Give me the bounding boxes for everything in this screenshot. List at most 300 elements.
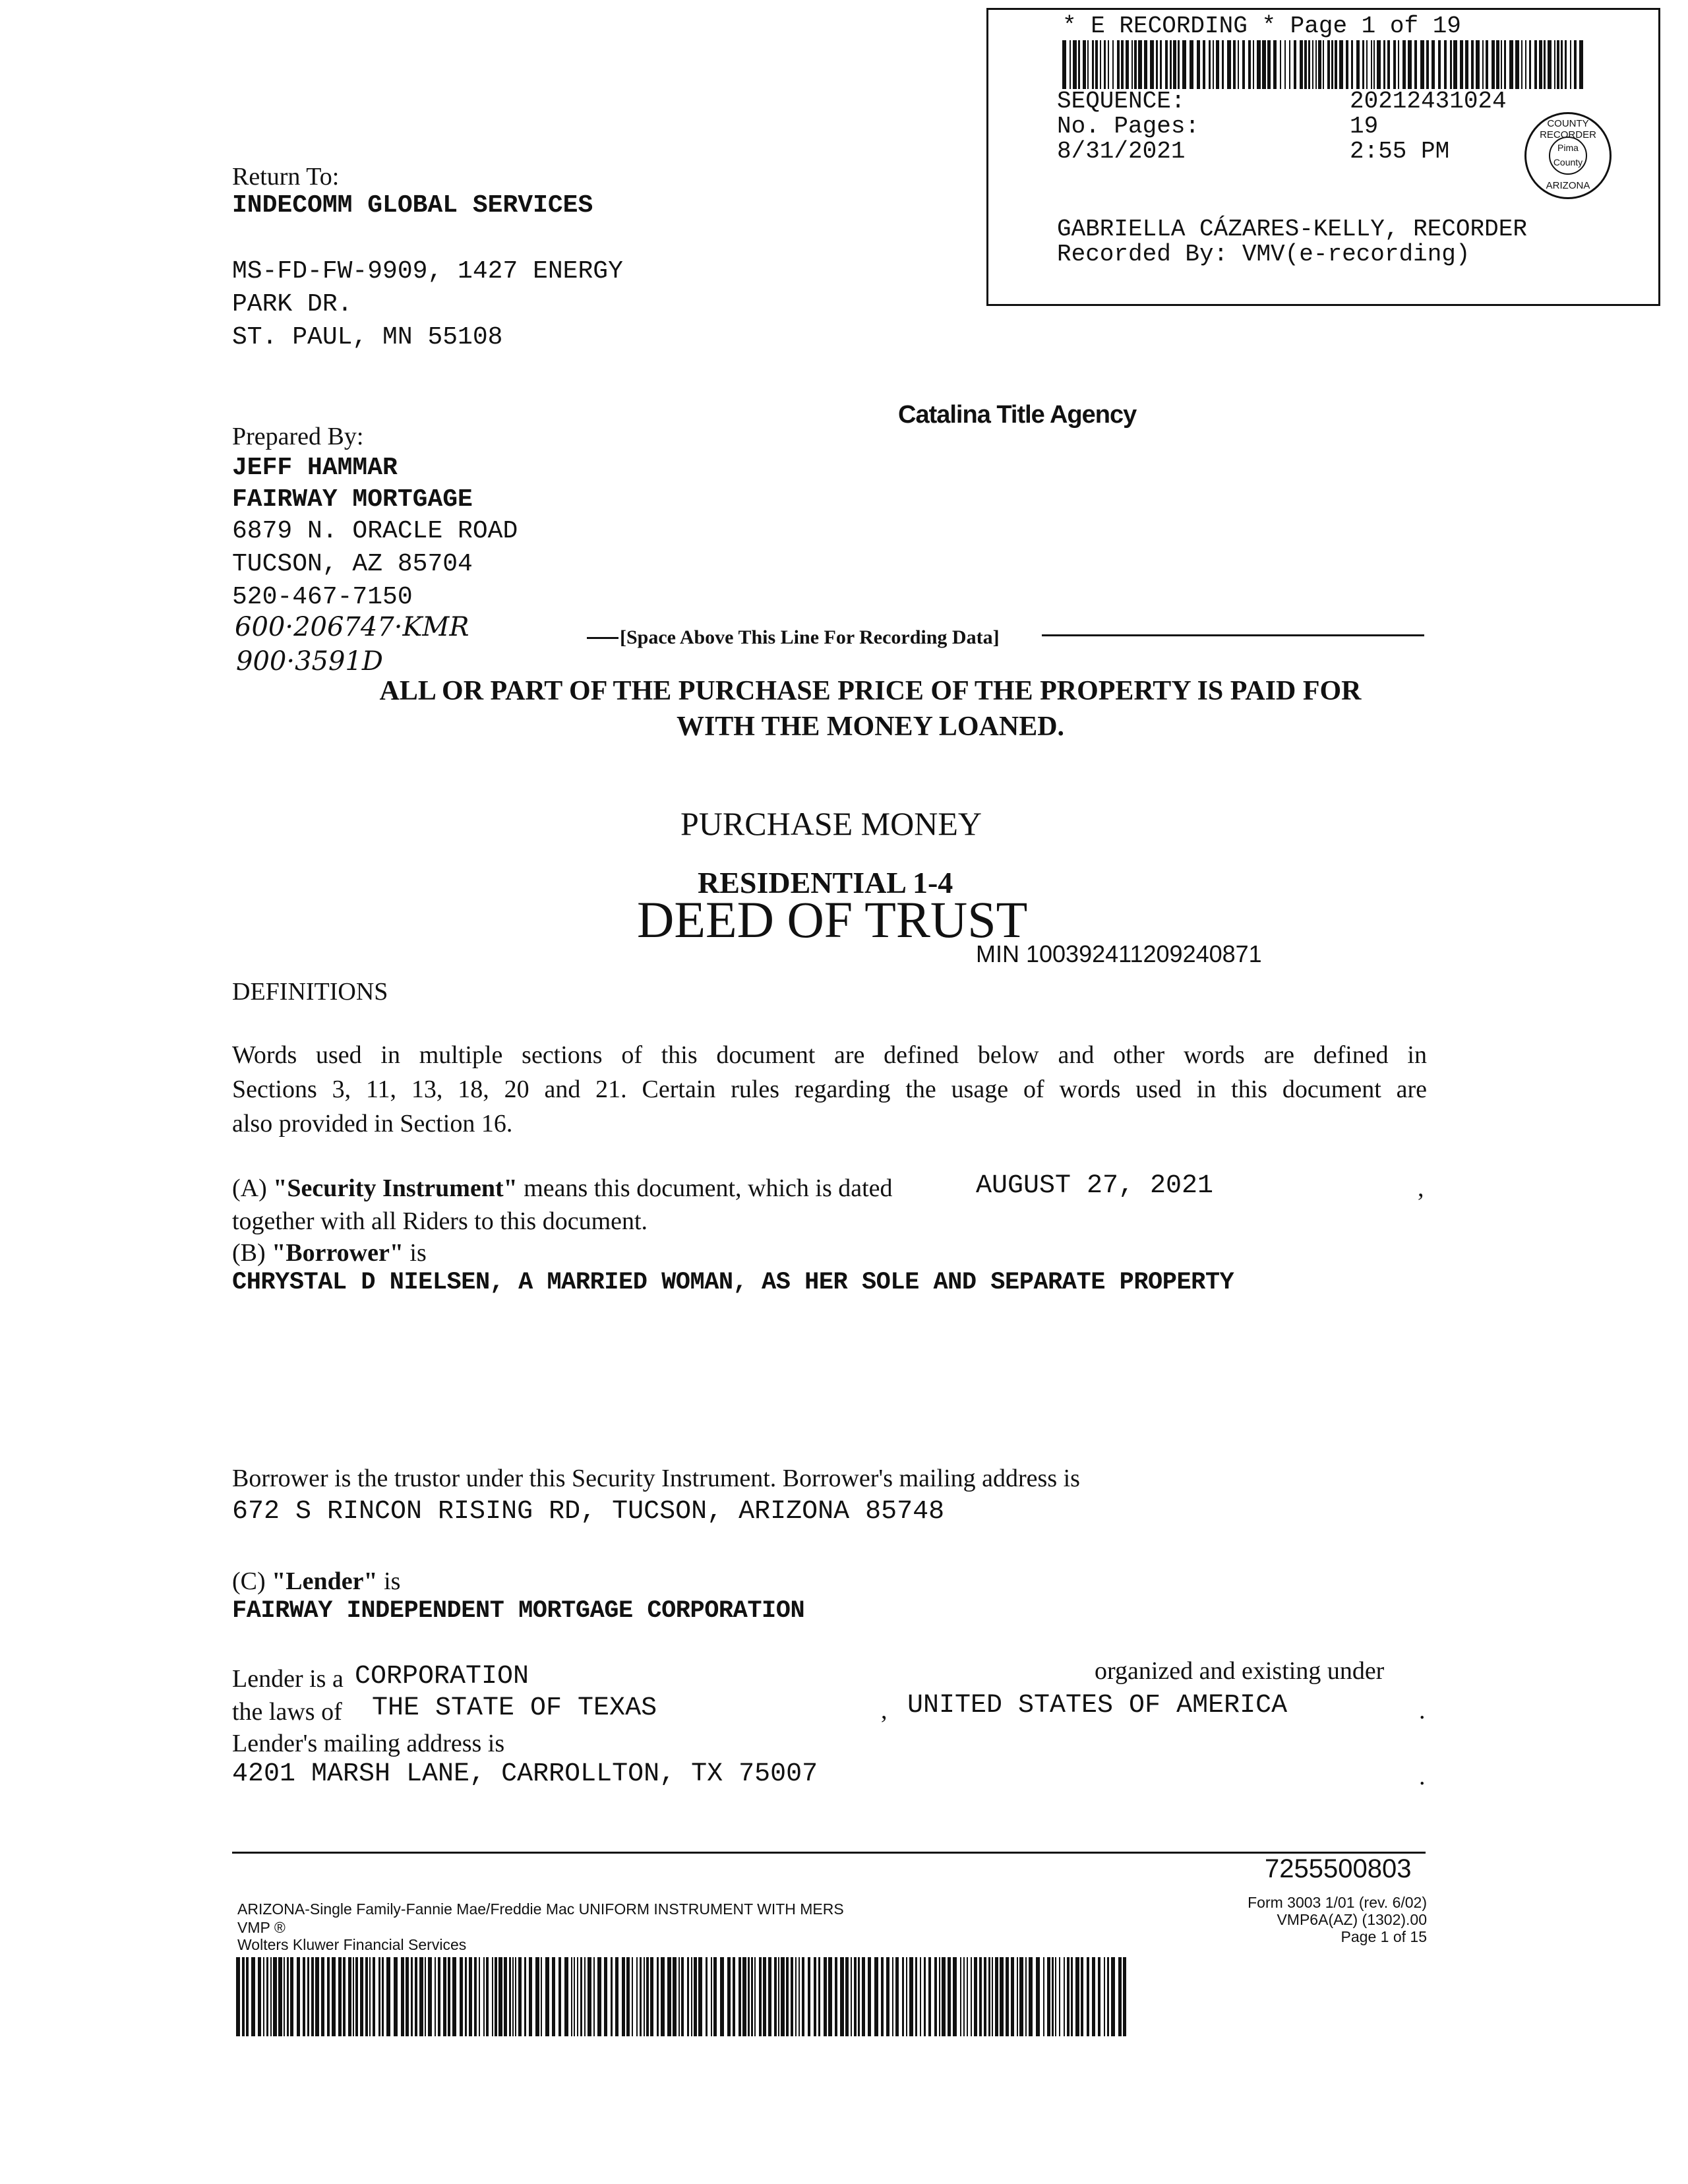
barcode-bar (1170, 40, 1172, 89)
barcode-bar (751, 1957, 753, 2036)
barcode-bar (1331, 40, 1333, 89)
barcode-bar (1387, 40, 1390, 89)
barcode-bar (332, 1957, 336, 2036)
barcode-bar (1315, 40, 1317, 89)
section-c-heading: (C) "Lender" is (232, 1567, 401, 1595)
barcode-bar (650, 1957, 653, 2036)
barcode-bar (1095, 40, 1098, 89)
form-number: Form 3003 1/01 (rev. 6/02) (1248, 1894, 1427, 1911)
borrower-trustor-line: Borrower is the trustor under this Security Instrument. Borrower's mailing address is (232, 1465, 1080, 1492)
section-b-heading: (B) "Borrower" is (232, 1239, 427, 1267)
barcode-bar (824, 1957, 827, 2036)
barcode-bar (967, 1957, 968, 2036)
barcode-bar (934, 1957, 937, 2036)
return-to-line-4: ST. PAUL, MN 55108 (232, 323, 503, 351)
barcode-bar (284, 1957, 285, 2036)
intro-line-3: also provided in Section 16. (232, 1110, 513, 1138)
barcode-bar (1529, 40, 1531, 89)
barcode-bar (774, 1957, 777, 2036)
purchase-money-title: PURCHASE MONEY (680, 805, 982, 842)
min-number: MIN 100392411209240871 (976, 940, 1262, 967)
barcode-bar (840, 1957, 844, 2036)
barcode-bar (868, 1957, 871, 2036)
barcode-bar (1318, 40, 1321, 89)
barcode-bar (1453, 40, 1457, 89)
barcode-bar (571, 1957, 572, 2036)
barcode-bar (1504, 40, 1506, 89)
barcode-bar (786, 1957, 789, 2036)
barcode-bar (1104, 1957, 1105, 2036)
barcode-bar (1098, 1957, 1100, 2036)
barcode-bar (1131, 40, 1133, 89)
barcode-bar (266, 1957, 268, 2036)
barcode-bar (667, 1957, 671, 2036)
barcode-bar (1432, 40, 1435, 89)
barcode-bar (394, 1957, 398, 2036)
title-agency: Catalina Title Agency (898, 401, 1137, 429)
barcode-bar (1111, 1957, 1115, 2036)
barcode-bar (1144, 40, 1147, 89)
pages-label: No. Pages: (1057, 113, 1200, 140)
barcode-bar (1043, 1957, 1044, 2036)
barcode-bar (1438, 40, 1441, 89)
barcode-bar (845, 1957, 849, 2036)
lender-mailing-label: Lender's mailing address is (232, 1730, 505, 1757)
barcode-bar (504, 1957, 507, 2036)
barcode-bar (1064, 1957, 1065, 2036)
barcode-bar (1335, 40, 1337, 89)
prepared-by-line-4: TUCSON, AZ 85704 (232, 550, 473, 578)
barcode-bar (611, 1957, 613, 2036)
barcode-bar (818, 1957, 820, 2036)
prepared-by-line-5: 520-467-7150 (232, 583, 413, 611)
barcode-bar (742, 1957, 746, 2036)
barcode-bar (1450, 40, 1452, 89)
barcode-bar (535, 1957, 539, 2036)
county-recorder-seal (1524, 112, 1612, 199)
barcode-bar (452, 1957, 456, 2036)
barcode-bar (920, 1957, 921, 2036)
barcode-bar (512, 1957, 514, 2036)
barcode-bar (1248, 40, 1251, 89)
barcode-bar (1420, 40, 1424, 89)
barcode-bar (474, 1957, 477, 2036)
barcode-bar (1327, 40, 1330, 89)
barcode-bar (1160, 40, 1162, 89)
barcode-bar (711, 1957, 712, 2036)
barcode-bar (1025, 1957, 1027, 2036)
barcode-bar (791, 1957, 793, 2036)
prepared-by-label: Prepared By: (232, 423, 364, 450)
barcode-bar (1081, 1957, 1083, 2036)
return-to-line-2: MS-FD-FW-9909, 1427 ENERGY (232, 257, 623, 286)
barcode-bar (263, 1957, 264, 2036)
barcode-bar (851, 1957, 852, 2036)
barcode-bar (854, 1957, 857, 2036)
barcode-bar (258, 1957, 261, 2036)
country-period: . (1419, 1697, 1426, 1724)
barcode-bar (632, 1957, 633, 2036)
barcode-bar (928, 1957, 931, 2036)
barcode-bar (1501, 40, 1502, 89)
barcode-bar (687, 1957, 689, 2036)
barcode-bar (1393, 40, 1396, 89)
barcode-bar (886, 1957, 889, 2036)
barcode-bar (727, 1957, 731, 2036)
barcode-bar (545, 1957, 549, 2036)
barcode-bar (1165, 40, 1168, 89)
barcode-bar (1557, 40, 1559, 89)
barcode-bar (979, 1957, 982, 2036)
barcode-bar (360, 1957, 363, 2036)
barcode-bar (1019, 1957, 1023, 2036)
purchase-notice-line-1: ALL OR PART OF THE PURCHASE PRICE OF THE PROPERTY IS PAID FOR (379, 676, 1362, 706)
barcode-bar (802, 1957, 804, 2036)
barcode-bar (1308, 40, 1310, 89)
barcode-bar (415, 1957, 417, 2036)
barcode-bar (1262, 40, 1266, 89)
barcode-bar (1216, 40, 1219, 89)
prepared-by-line-3: 6879 N. ORACLE ROAD (232, 517, 518, 545)
barcode-bar (353, 1957, 354, 2036)
barcode-bar (1356, 40, 1360, 89)
barcode-bar (1471, 40, 1474, 89)
barcode-bar (425, 1957, 426, 2036)
barcode-bar (988, 1957, 990, 2036)
barcode-bar (1108, 40, 1109, 89)
intro-line-1: Words used in multiple sections of this document are defined below and other words are defined in (232, 1041, 1427, 1069)
country-separator: , (881, 1697, 888, 1724)
loan-number: 7255500803 (1265, 1854, 1412, 1883)
barcode-bar (1561, 40, 1563, 89)
laws-of-label: the laws of (232, 1698, 342, 1726)
barcode-bar (1203, 40, 1205, 89)
barcode-bar (604, 1957, 607, 2036)
barcode-bar (963, 1957, 965, 2036)
barcode-bar (1087, 40, 1089, 89)
barcode-bar (278, 1957, 282, 2036)
deed-of-trust-title: DEED OF TRUST (637, 891, 1028, 948)
barcode-bar (778, 1957, 779, 2036)
barcode-bar (1017, 1957, 1018, 2036)
barcode-bar (1300, 40, 1303, 89)
barcode-bar (754, 1957, 756, 2036)
barcode-bar (242, 1957, 245, 2036)
barcode-bar (942, 1957, 946, 2036)
barcode-bar (297, 1957, 300, 2036)
record-date: 8/31/2021 (1057, 138, 1186, 165)
barcode-bar (763, 1957, 766, 2036)
barcode-bar (1284, 40, 1286, 89)
barcode-bar (580, 1957, 582, 2036)
handwritten-order-number: 900·3591D (236, 646, 383, 677)
barcode-bar (1383, 40, 1385, 89)
barcode-bar (795, 1957, 797, 2036)
barcode-bar (597, 1957, 601, 2036)
barcode-bar (1544, 40, 1546, 89)
mailing-period: . (1419, 1763, 1426, 1790)
barcode-bar (1267, 40, 1271, 89)
intro-line-2: Sections 3, 11, 13, 18, 20 and 21. Certain rules regarding the usage of words used in this document are (232, 1076, 1427, 1103)
barcode-bar (1346, 40, 1348, 89)
barcode-bar (657, 1957, 659, 2036)
barcode-bar (1121, 40, 1124, 89)
barcode-bar (1104, 40, 1106, 89)
barcode-bar (892, 1957, 893, 2036)
barcode-bar (1304, 40, 1307, 89)
barcode-bar (808, 1957, 810, 2036)
barcode-bar (1197, 40, 1200, 89)
form-page: Page 1 of 15 (1341, 1928, 1427, 1945)
barcode-bar (251, 1957, 255, 2036)
barcode-bar (273, 1957, 277, 2036)
barcode-bar (1150, 40, 1154, 89)
barcode-bar (541, 1957, 542, 2036)
barcode-bar (419, 1957, 423, 2036)
barcode-bar (995, 1957, 998, 2036)
barcode-bar (1525, 40, 1526, 89)
barcode-bar (1138, 40, 1142, 89)
barcode-bar (615, 1957, 618, 2036)
barcode-bar (529, 1957, 532, 2036)
barcode-bar (465, 1957, 467, 2036)
residential-title: RESIDENTIAL 1-4 (698, 866, 953, 899)
barcode-bar (448, 1957, 450, 2036)
barcode-bar (1047, 1957, 1050, 2036)
barcode-bar (1460, 40, 1463, 89)
barcode-bar (428, 1957, 432, 2036)
barcode-bar (874, 1957, 878, 2036)
barcode-bar (939, 1957, 940, 2036)
barcode-bar (1227, 40, 1231, 89)
barcode-bar (1092, 40, 1094, 89)
return-to-label: Return To: (232, 163, 340, 191)
barcode-bar (759, 1957, 762, 2036)
barcode-bar (1117, 40, 1120, 89)
return-to-line-3: PARK DR. (232, 290, 353, 318)
barcode-bar (1107, 1957, 1109, 2036)
barcode-bar (1071, 1957, 1073, 2036)
barcode-bar (924, 1957, 926, 2036)
barcode-bar (881, 1957, 884, 2036)
seal-top-text: COUNTY RECORDER (1540, 118, 1596, 140)
barcode-bar (460, 1957, 463, 2036)
barcode-bar (401, 1957, 404, 2036)
seal-bottom-text: ARIZONA (1546, 180, 1590, 191)
barcode-bar (246, 1957, 249, 2036)
barcode-bar (1574, 40, 1577, 89)
barcode-bar (1118, 1957, 1122, 2036)
barcode-bar (1371, 40, 1372, 89)
barcode-bar (369, 1957, 371, 2036)
barcode-bar (984, 1957, 986, 2036)
barcode-bar (720, 1957, 724, 2036)
barcode-bar (640, 1957, 642, 2036)
barcode-bar (906, 1957, 907, 2036)
barcode-bar (748, 1957, 750, 2036)
barcode-bar (646, 1957, 649, 2036)
barcode-bar (1373, 40, 1375, 89)
barcode-bar (636, 1957, 638, 2036)
barcode-bar (1515, 40, 1519, 89)
barcode-bar (971, 1957, 972, 2036)
barcode-bar (948, 1957, 951, 2036)
barcode-bar (799, 1957, 800, 2036)
barcode-bar (483, 1957, 485, 2036)
sequence-label: SEQUENCE: (1057, 88, 1186, 115)
barcode-bar (290, 1957, 293, 2036)
barcode-bar (1123, 1957, 1126, 2036)
barcode-bar (781, 1957, 785, 2036)
barcode-bar (1075, 1957, 1079, 2036)
barcode-bar (348, 1957, 351, 2036)
barcode-bar (698, 1957, 702, 2036)
prepared-by-line-1: JEFF HAMMAR (232, 454, 398, 482)
barcode-bar (622, 1957, 625, 2036)
barcode-bar (678, 1957, 680, 2036)
barcode-bar (287, 1957, 289, 2036)
barcode-bar (1083, 40, 1086, 89)
lender-state: THE STATE OF TEXAS (372, 1693, 657, 1723)
barcode-bar (307, 1957, 309, 2036)
barcode-bar (443, 1957, 446, 2036)
barcode-bar (588, 1957, 591, 2036)
barcode-bar (1000, 1957, 1004, 2036)
barcode-bar (1554, 40, 1555, 89)
form-code: VMP6A(AZ) (1302).00 (1277, 1911, 1427, 1928)
barcode-bar (1534, 40, 1537, 89)
barcode-bar (577, 1957, 578, 2036)
barcode-bar (1492, 40, 1495, 89)
space-line-right (1042, 634, 1424, 636)
barcode-bar (584, 1957, 586, 2036)
barcode-bar (1521, 40, 1522, 89)
barcode-bar (382, 1957, 384, 2036)
space-line-left (587, 637, 618, 639)
barcode-bar (270, 1957, 272, 2036)
barcode-bar (1209, 40, 1211, 89)
barcode-bar (1414, 40, 1417, 89)
barcode-bar (1173, 40, 1176, 89)
barcode-bar (1366, 40, 1368, 89)
barcode-bar (1339, 40, 1343, 89)
barcode-bar (1092, 1957, 1095, 2036)
prepared-by-line-2: FAIRWAY MORTGAGE (232, 485, 473, 514)
barcode-bar (303, 1957, 305, 2036)
barcode-bar (1070, 40, 1071, 89)
barcode-bar (1067, 1957, 1070, 2036)
borrower-name: CHRYSTAL D NIELSEN, A MARRIED WOMAN, AS HER SOLE AND SEPARATE PROPERTY (232, 1269, 1234, 1296)
barcode-bar (315, 1957, 319, 2036)
barcode-bar (768, 1957, 771, 2036)
barcode-bar (1112, 40, 1114, 89)
barcode-bar (574, 1957, 575, 2036)
barcode-bar (902, 1957, 904, 2036)
barcode-bar (593, 1957, 595, 2036)
barcode-bar (1496, 40, 1499, 89)
footer-rule (232, 1852, 1426, 1854)
barcode-bar (1548, 40, 1552, 89)
barcode-bar (486, 1957, 489, 2036)
barcode-bar (1289, 40, 1290, 89)
barcode-bar (438, 1957, 440, 2036)
purchase-notice-line-2: WITH THE MONEY LOANED. (676, 712, 1065, 742)
barcode-bar (953, 1957, 957, 2036)
barcode-bar (1257, 40, 1261, 89)
barcode-bar (509, 1957, 511, 2036)
lender-is-label: Lender is a (232, 1665, 344, 1693)
barcode-bar (355, 1957, 358, 2036)
barcode-bar (1126, 40, 1129, 89)
barcode-bar (1006, 1957, 1009, 2036)
publisher: Wolters Kluwer Financial Services (237, 1936, 467, 1953)
seal-center-2: County (1553, 157, 1583, 167)
barcode-bar (1233, 40, 1236, 89)
recorder-name: GABRIELLA CÁZARES-KELLY, RECORDER (1057, 216, 1527, 243)
barcode-bar (343, 1957, 346, 2036)
barcode-bar (1190, 40, 1193, 89)
vmp-mark: VMP ® (237, 1919, 286, 1936)
barcode-bar (681, 1957, 684, 2036)
barcode-bar (1444, 40, 1447, 89)
barcode-bar (236, 1957, 240, 2036)
sequence-value: 20212431024 (1350, 88, 1507, 115)
barcode-bar (1465, 40, 1468, 89)
lender-mailing-address: 4201 MARSH LANE, CARROLLTON, TX 75007 (232, 1759, 818, 1789)
barcode-bar (378, 1957, 380, 2036)
barcode-bar (495, 1957, 497, 2036)
barcode-bar (835, 1957, 837, 2036)
stamp-header: * E RECORDING * Page 1 of 19 (1062, 13, 1461, 40)
barcode-bar (1280, 40, 1281, 89)
barcode-bar (321, 1957, 324, 2036)
borrower-address: 672 S RINCON RISING RD, TUCSON, ARIZONA 85748 (232, 1497, 945, 1527)
barcode-bar (1476, 40, 1480, 89)
barcode-bar (1182, 40, 1186, 89)
barcode-bar (733, 1957, 735, 2036)
barcode-bar (1073, 40, 1077, 89)
barcode-bar (515, 1957, 516, 2036)
barcode-bar (713, 1957, 717, 2036)
barcode-bar (1294, 40, 1296, 89)
barcode-bar (1426, 40, 1429, 89)
barcode-bar (479, 1957, 480, 2036)
barcode-bar (960, 1957, 961, 2036)
barcode-bar (558, 1957, 561, 2036)
footer-barcode (236, 1957, 1129, 2036)
barcode-bar (1156, 40, 1158, 89)
barcode-bar (862, 1957, 865, 2036)
barcode-bar (1087, 1957, 1089, 2036)
barcode-bar (1059, 1957, 1060, 2036)
barcode-bar (1486, 40, 1488, 89)
pages-value: 19 (1350, 113, 1379, 140)
barcode-bar (1482, 40, 1484, 89)
barcode-bar (492, 1957, 493, 2036)
seal-center-1: Pima (1557, 142, 1579, 153)
barcode-bar (1377, 40, 1381, 89)
barcode-bar (644, 1957, 645, 2036)
barcode-bar (1238, 40, 1239, 89)
barcode-bar (338, 1957, 342, 2036)
barcode-bar (673, 1957, 677, 2036)
barcode-bar (386, 1957, 390, 2036)
barcode-bar (1408, 40, 1412, 89)
lender-entity-type: CORPORATION (355, 1662, 529, 1691)
barcode-bar (1570, 40, 1571, 89)
return-to-line-1: INDECOMM GLOBAL SERVICES (232, 191, 593, 220)
barcode-bar (915, 1957, 917, 2036)
